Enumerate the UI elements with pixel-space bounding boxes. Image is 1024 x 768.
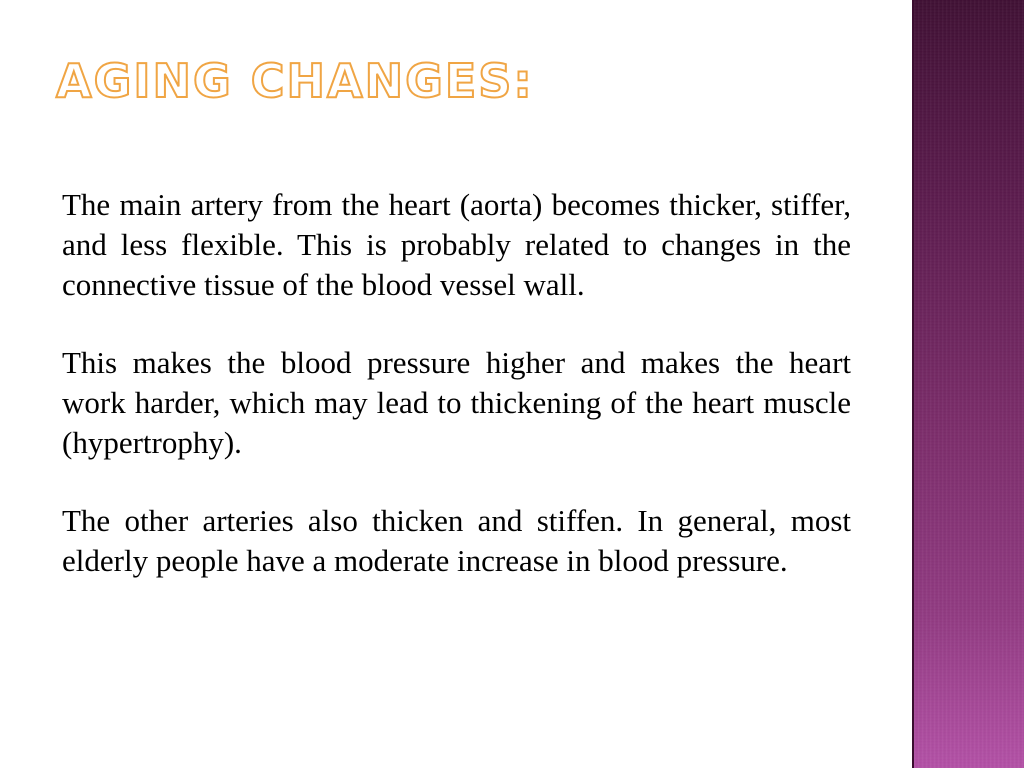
- sidebar-texture: [914, 0, 1024, 768]
- paragraph-aorta: The main artery from the heart (aorta) becomes thicker, stiffer, and less flexible. This is probably related to changes in the connective tissue of the blood vessel wall.: [62, 187, 851, 302]
- paragraph-blood-pressure: This makes the blood pressure higher and makes the heart work harder, which may lead to thickening of the heart muscle (hypertrophy).: [62, 345, 851, 460]
- slide-body: [62, 185, 851, 581]
- paragraph-other-arteries: The other arteries also thicken and stiffen. In general, most elderly people have a moderate increase in blood pressure.: [62, 503, 851, 578]
- slide-title: AGING CHANGES:: [56, 54, 534, 108]
- decorative-sidebar: [912, 0, 1024, 768]
